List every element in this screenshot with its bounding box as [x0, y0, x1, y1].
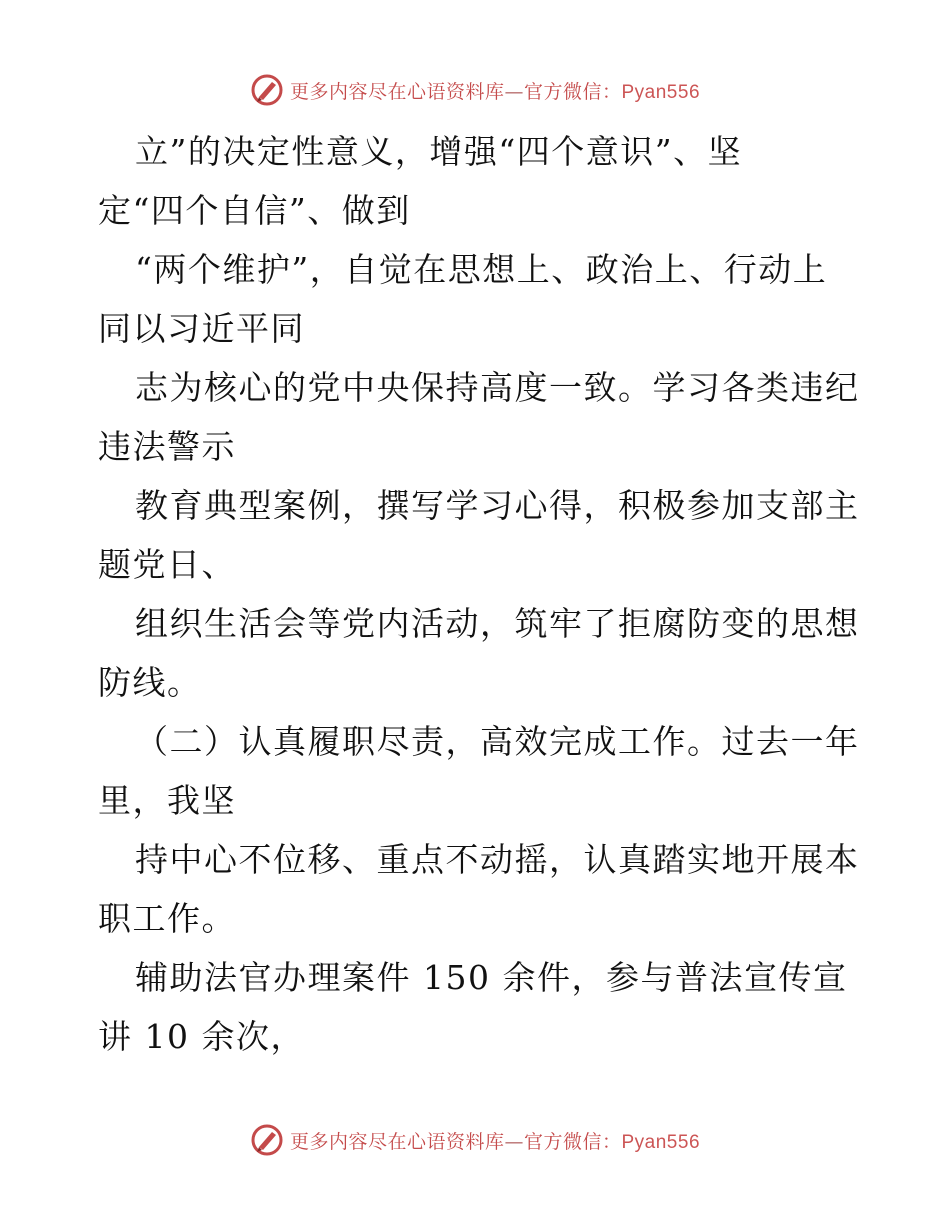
text-line: 立”的决定性意义，增强“四个意识”、坚 [135, 132, 743, 171]
watermark-text: 更多内容尽在心语资料库—官方微信：Pyan556 [289, 1130, 701, 1153]
text-line: 组织生活会等党内活动，筑牢了拒腐防变的思想 [135, 604, 860, 643]
text-line: 题党日、 [98, 545, 236, 584]
text-line: 里，我坚 [98, 781, 236, 820]
text-line: 志为核心的党中央保持高度一致。学习各类违纪 [135, 368, 860, 407]
text-line: 同以习近平同 [98, 309, 305, 348]
header-watermark [0, 70, 950, 110]
text-line: “两个维护”，自觉在思想上、政治上、行动上 [135, 250, 828, 289]
text-line: 辅助法官办理案件 150 余件，参与普法宣传宣 [135, 958, 848, 997]
footer-watermark [0, 1120, 950, 1160]
text-line: 职工作。 [98, 899, 236, 938]
document-body [98, 122, 858, 1066]
watermark-text: 更多内容尽在心语资料库—官方微信：Pyan556 [289, 80, 701, 103]
text-line: 定“四个自信”、做到 [98, 191, 411, 230]
text-line: 持中心不位移、重点不动摇，认真踏实地开展本 [135, 840, 860, 879]
text-line: 讲 10 余次， [98, 1017, 305, 1056]
text-line: 违法警示 [98, 427, 236, 466]
text-line: 防线。 [98, 663, 202, 702]
pen-logo-icon [250, 73, 284, 107]
pen-logo-icon [250, 1123, 284, 1157]
section-heading-line: （二）认真履职尽责，高效完成工作。过去一年 [135, 722, 860, 761]
text-line: 教育典型案例，撰写学习心得，积极参加支部主 [135, 486, 860, 525]
